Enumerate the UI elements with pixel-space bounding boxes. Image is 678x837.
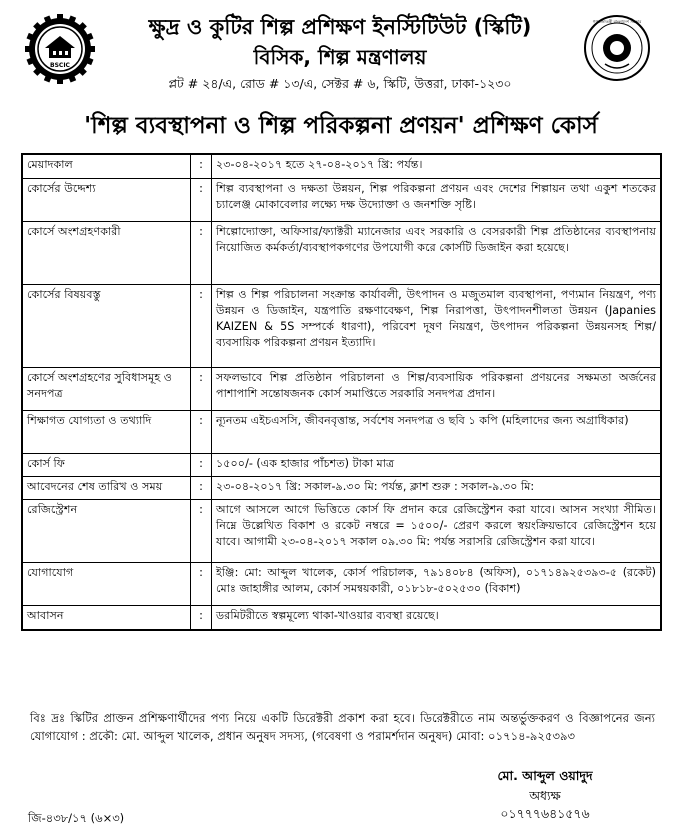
row-value: আগে আসলে আগে ভিত্তিতে কোর্স ফি প্রদান করে রেজিস্ট্রেশন করা যাবে। আসন সংখ্যা সীমিত। নিম্নে উল্লেখিত বিকাশ ও রকেট নম্বরে = ১৫০০/- প্রেরণ করলে স্বয়ংক্রিয়ভাবে রেজিস্ট্রেশন হয়ে যাবে। আগামী ২৩-০৪-২০১৭ সকাল ০৯.৩০ মি: পর্যন্ত সরাসরি রেজিস্ট্রেশন করা যাবে।: [212, 500, 662, 563]
row-colon: :: [191, 368, 212, 411]
table-row: [22, 454, 661, 477]
table-row: [22, 477, 661, 500]
row-value: সফলভাবে শিল্প প্রতিষ্ঠান পরিচালনা ও শিল্প/ব্যবসায়িক পরিকল্পনা প্রণয়নের সক্ষমতা অর্জনের পাশাপাশি সন্তোষজনক কোর্স সমাপ্তিতে সরকারি সনদপত্র প্রদান।: [212, 368, 662, 411]
row-label: কোর্সে অংশগ্রহণকারী: [22, 222, 191, 285]
row-colon: :: [191, 477, 212, 500]
row-label: শিক্ষাগত যোগ্যতা ও তথ্যাদি: [22, 411, 191, 454]
row-label: রেজিস্ট্রেশন: [22, 500, 191, 563]
row-value: ন্যূনতম এইচএসসি, জীবনবৃত্তান্ত, সর্বশেষ সনদপত্র ও ছবি ১ কপি (মহিলাদের জন্য অগ্রাধিকার): [212, 411, 662, 454]
table-row: [22, 285, 661, 368]
row-value: শিল্প ও শিল্প পরিচালনা সংক্রান্ত কার্যাবলী, উৎপাদন ও মজুতমাল ব্যবস্থাপনা, পণ্যমান নিয়ন্ত্রণ, পণ্য উন্নয়ন ও ডিজাইন, যন্ত্রপাতি রক্ষণাবেক্ষণ, শিল্প নিরাপত্তা, উৎপাদনশীলতা উন্নয়ন (Japanies KAIZEN & 5S সম্পর্কে ধারণা), পরিবেশ দূষণ নিয়ন্ত্রণ, উৎপাদন পরিকল্পনা উন্নয়নসহ শিল্প/ব্যবসায়িক পরিকল্পনা প্রণয়ন ইত্যাদি।: [212, 285, 662, 368]
institute-name: ক্ষুদ্র ও কুটির শিল্প প্রশিক্ষণ ইনস্টিটিউট (স্কিটি): [148, 15, 532, 39]
table-row: [22, 368, 661, 411]
table-row: [22, 222, 661, 285]
table-row: [22, 563, 661, 606]
reference-number: জি-৪৩৮/১৭ (৬×৩): [28, 811, 125, 825]
table-row: [22, 500, 661, 563]
course-info-table: [21, 153, 662, 631]
row-colon: :: [191, 454, 212, 477]
row-value: ডরমিটরীতে স্বল্পমূল্যে থাকা-খাওয়ার ব্যবস্থা রয়েছে।: [212, 606, 662, 631]
bangladesh-government-seal-icon: [583, 14, 651, 82]
bscic-gear-logo-icon: [25, 14, 95, 84]
row-colon: :: [191, 222, 212, 285]
signatory-name: মো. আব্দুল ওয়াদুদ: [497, 768, 593, 783]
table-row: [22, 606, 661, 631]
row-colon: :: [191, 179, 212, 222]
row-label: যোগাযোগ: [22, 563, 191, 606]
ministry-name: বিসিক, শিল্প মন্ত্রণালয়: [253, 45, 427, 69]
table-row: [22, 179, 661, 222]
row-colon: :: [191, 154, 212, 179]
row-label: আবেদনের শেষ তারিখ ও সময়: [22, 477, 191, 500]
row-colon: :: [191, 411, 212, 454]
row-value: ১৫০০/- (এক হাজার পাঁচশত) টাকা মাত্র: [212, 454, 662, 477]
row-label: মেয়াদকাল: [22, 154, 191, 179]
row-value: ইঞ্জি: মো: আব্দুল খালেক, কোর্স পরিচালক, ৭৯১৪০৮৪ (অফিস), ০১৭১৪৯২৫৩৯৩-৫ (রকেট) মোঃ জাহাঙ্গীর আলম, কোর্স সমন্বয়কারী, ০১৮১৮-৫০২৫৩০ (বিকাশ): [212, 563, 662, 606]
table-row: [22, 154, 661, 179]
row-colon: :: [191, 285, 212, 368]
row-label: কোর্সে অংশগ্রহণের সুবিধাসমূহ ও সনদপত্র: [22, 368, 191, 411]
row-label: কোর্স ফি: [22, 454, 191, 477]
row-label: কোর্সের উদ্দেশ্য: [22, 179, 191, 222]
row-value: শিল্পোদ্যোক্তা, অফিসার/ফ্যাক্টরী ম্যানেজার এবং সরকারি ও বেসরকারী শিল্প প্রতিষ্ঠানের ব্যবস্থাপনায় নিয়োজিত কর্মকর্তা/ব্যবস্থাপকগণের উপযোগী করে কোর্সটি ডিজাইন করা হয়েছে।: [212, 222, 662, 285]
institute-address: প্লট # ২৪/এ, রোড # ১৩/এ, সেক্টর # ৬, স্কিটি, উত্তরা, ঢাকা-১২৩০: [168, 76, 512, 91]
row-label: আবাসন: [22, 606, 191, 631]
row-value: ২৩-০৪-২০১৭ খ্রি: সকাল-৯.৩০ মি: পর্যন্ত, ক্লাশ শুরু : সকাল-৯.৩০ মি:: [212, 477, 662, 500]
row-colon: :: [191, 500, 212, 563]
row-value: শিল্প ব্যবস্থাপনা ও দক্ষতা উন্নয়ন, শিল্প পরিকল্পনা প্রণয়ন এবং দেশের শিল্পায়ন তথা একুশ শতকের চ্যালেঞ্জ মোকাবেলার লক্ষ্যে দক্ষ উদ্যোক্তা ও জনশক্তি সৃষ্টি।: [212, 179, 662, 222]
footnote: বিঃ দ্রঃ স্কিটির প্রাক্তন প্রশিক্ষণার্থীদের পণ্য নিয়ে একটি ডিরেক্টরী প্রকাশ করা হবে। ডিরেক্টরীতে নাম অন্তর্ভুক্তকরণ ও বিজ্ঞাপনের জন্য যোগাযোগ : প্রকৌ: মো. আব্দুল খালেক, প্রধান অনুষদ সদস্য, (গবেষণা ও পরামর্শদান অনুষদ) মোবা: ০১৭১৪-৯২৫৩৯৩: [30, 711, 655, 743]
row-colon: :: [191, 606, 212, 631]
course-title: 'শিল্প ব্যবস্থাপনা ও শিল্প পরিকল্পনা প্রণয়ন' প্রশিক্ষণ কোর্স: [84, 112, 598, 139]
seal-text: গণপ্রজাতন্ত্রী বাংলাদেশ সরকার: [592, 19, 642, 24]
row-value: ২৩-০৪-২০১৭ হতে ২৭-০৪-২০১৭ খ্রি: পর্যন্ত।: [212, 154, 662, 179]
signatory-title: অধ্যক্ষ: [529, 788, 561, 803]
bscic-logo-text: BSCIC: [50, 62, 70, 69]
row-label: কোর্সের বিষয়বস্তু: [22, 285, 191, 368]
row-colon: :: [191, 563, 212, 606]
table-row: [22, 411, 661, 454]
signatory-phone: ০১৭৭৭৬৪১৫৭৬: [500, 806, 590, 821]
